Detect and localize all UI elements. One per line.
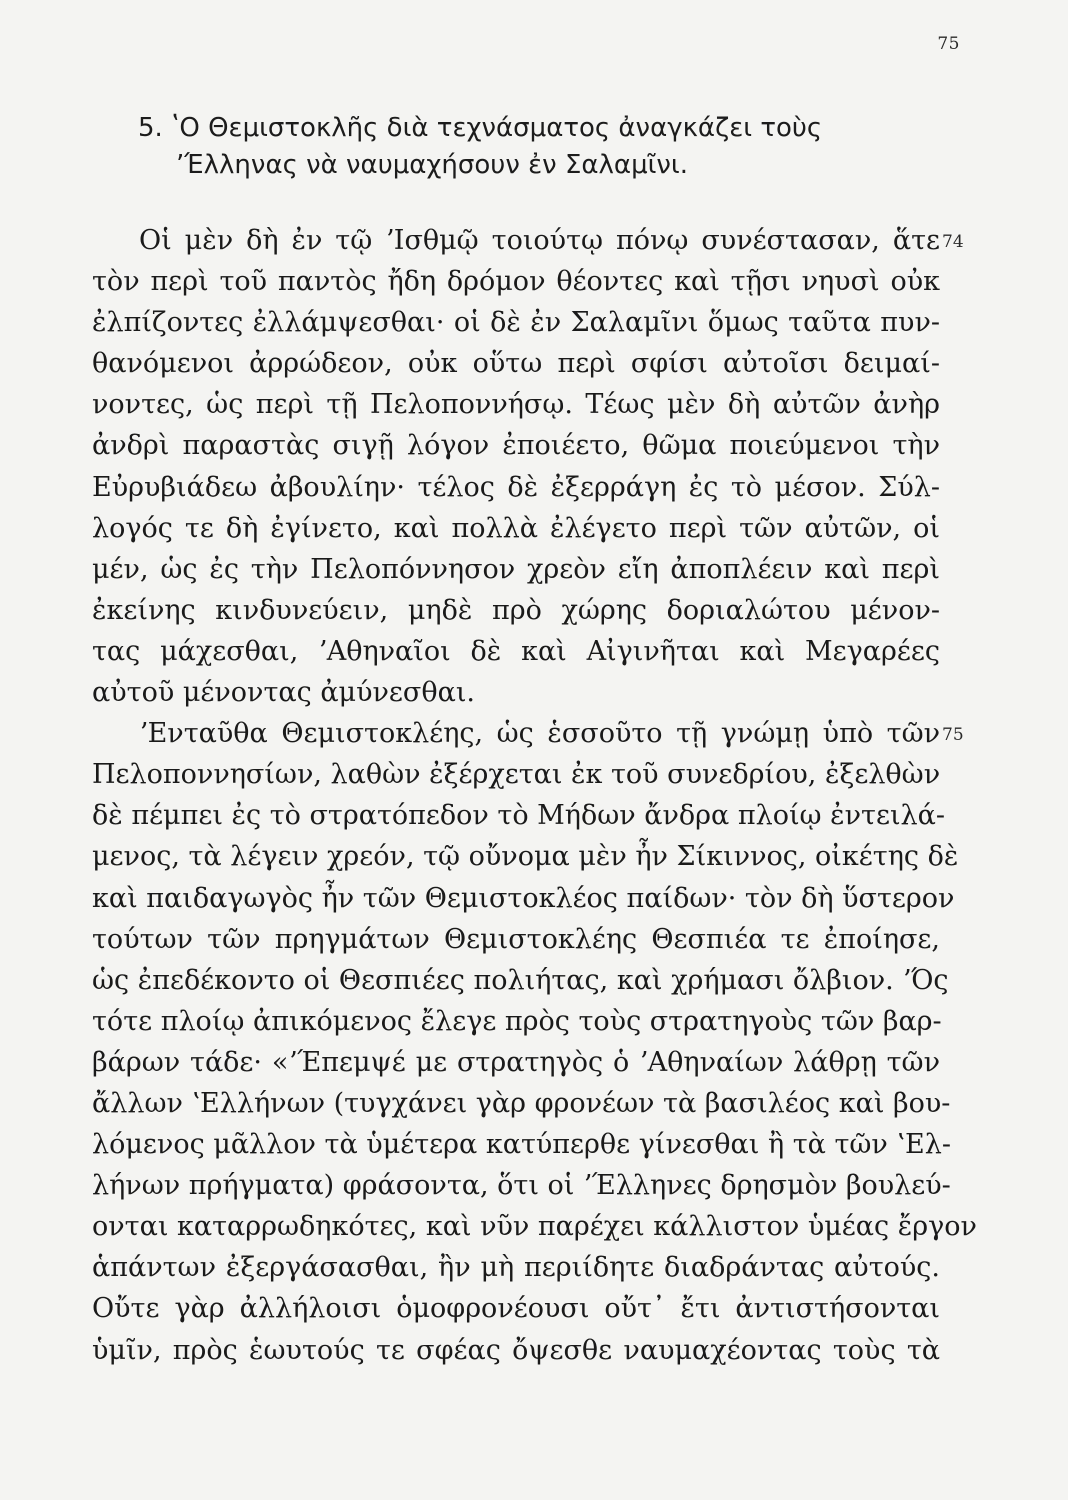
margin-number-74: 74: [942, 232, 964, 252]
heading-line-2: ʼΈλληνας νὰ ναυμαχήσουν ἐν Σαλαμῖνι.: [176, 150, 688, 180]
text-line: Πελοποννησίων, λαθὼν ἐξέρχεται ἐκ τοῦ συνεδρίου, ἐξελθὼν: [92, 759, 941, 791]
text-line: ἀνδρὶ παραστὰς σιγῇ λόγον ἐποιέετο, θῶμα ποιεύμενοι τὴν: [92, 430, 940, 462]
text-line: μενος, τὰ λέγειν χρεόν, τῷ οὔνομα μὲν ἦν Σίκιννος, οἰκέτης δὲ: [92, 841, 959, 873]
text-line: λογός τε δὴ ἐγίνετο, καὶ πολλὰ ἐλέγετο περὶ τῶν αὐτῶν, οἱ: [92, 512, 940, 544]
text-line: τούτων τῶν πρηγμάτων Θεμιστοκλέης Θεσπιέα τε ἐποίησε,: [92, 923, 940, 955]
text-line: τότε πλοίῳ ἀπικόμενος ἔλεγε πρὸς τοὺς στρατηγοὺς τῶν βαρ-: [92, 1005, 942, 1037]
text-line: τας μάχεσθαι, ʼΑθηναῖοι δὲ καὶ Αἰγινῆται καὶ Μεγαρέες: [92, 635, 940, 667]
margin-number-75: 75: [942, 725, 964, 746]
text-line: δὲ πέμπει ἐς τὸ στρατόπεδον τὸ Μήδων ἄνδρα πλοίῳ ἐντειλά-: [92, 800, 946, 832]
text-line: ὡς ἐπεδέκοντο οἱ Θεσπιέες πολιήτας, καὶ χρήμασι ὄλβιον. ʼΌς: [92, 964, 949, 996]
text-line: λόμενος μᾶλλον τὰ ὑμέτερα κατύπερθε γίνεσθαι ἢ τὰ τῶν ʽΕλ-: [92, 1129, 951, 1161]
text-line: μέν, ὡς ἐς τὴν Πελοπόννησον χρεὸν εἴη ἀποπλέειν καὶ περὶ: [92, 553, 940, 585]
text-line: ονται καταρρωδηκότες, καὶ νῦν παρέχει κάλλιστον ὑμέας ἔργον: [92, 1211, 977, 1243]
text-line: Εὐρυβιάδεω ἀβουλίην· τέλος δὲ ἐξερράγη ἐς τὸ μέσον. Σύλ-: [92, 471, 940, 503]
text-line: θανόμενοι ἀρρώδεον, οὐκ οὕτω περὶ σφίσι αὐτοῖσι δειμαί-: [92, 348, 940, 380]
text-line: ἐλπίζοντες ἐλλάμψεσθαι· οἱ δὲ ἐν Σαλαμῖνι ὅμως ταῦτα πυν-: [92, 307, 940, 339]
text-line: βάρων τάδε· «ʼΈπεμψέ με στρατηγὸς ὁ ʼΑθηναίων λάθρῃ τῶν: [92, 1046, 940, 1078]
chapter-heading: [138, 110, 938, 184]
text-line: ὑμῖν, πρὸς ἑωυτούς τε σφέας ὄψεσθε ναυμαχέοντας τοὺς τὰ: [92, 1334, 940, 1366]
text-line: λήνων πρήγματα) φράσοντα, ὅτι οἱ ʼΈλληνες δρησμὸν βουλεύ-: [92, 1170, 951, 1202]
text-line: Οἱ μὲν δὴ ἐν τῷ ʼΙσθμῷ τοιούτῳ πόνῳ συνέστασαν, ἅτε 74: [92, 220, 940, 261]
heading-line-1: 5. ʽΟ Θεμιστοκλῆς διὰ τεχνάσματος ἀναγκάζει τοὺς: [138, 113, 823, 143]
greek-text-body: [92, 220, 977, 1371]
text-line: αὐτοῦ μένοντας ἀμύνεσθαι.: [92, 677, 476, 709]
text-line: τὸν περὶ τοῦ παντὸς ἤδη δρόμον θέοντες καὶ τῇσι νηυσὶ οὐκ: [92, 266, 940, 298]
page-number: 75: [937, 34, 960, 54]
text-line: καὶ παιδαγωγὸς ἦν τῶν Θεμιστοκλέος παίδων· τὸν δὴ ὕστερον: [92, 882, 955, 914]
text-line: νοντες, ὡς περὶ τῇ Πελοποννήσῳ. Τέως μὲν δὴ αὐτῶν ἀνὴρ: [92, 389, 940, 421]
text-line: ἐκείνης κινδυνεύειν, μηδὲ πρὸ χώρης δοριαλώτου μένον-: [92, 594, 940, 626]
text-line: ἄλλων ʽΕλλήνων (τυγχάνει γὰρ φρονέων τὰ βασιλέος καὶ βου-: [92, 1087, 951, 1119]
text-line: ʼΕνταῦθα Θεμιστοκλέης, ὡς ἑσσοῦτο τῇ γνώμῃ ὑπὸ τῶν 75: [92, 713, 940, 754]
text-line: Οὔτε γὰρ ἀλλήλοισι ὁμοφρονέουσι οὔτ᾽ ἔτι ἀντιστήσονται: [92, 1293, 940, 1325]
text-line: ἁπάντων ἐξεργάσασθαι, ἢν μὴ περιίδητε διαδράντας αὐτούς.: [92, 1252, 940, 1284]
